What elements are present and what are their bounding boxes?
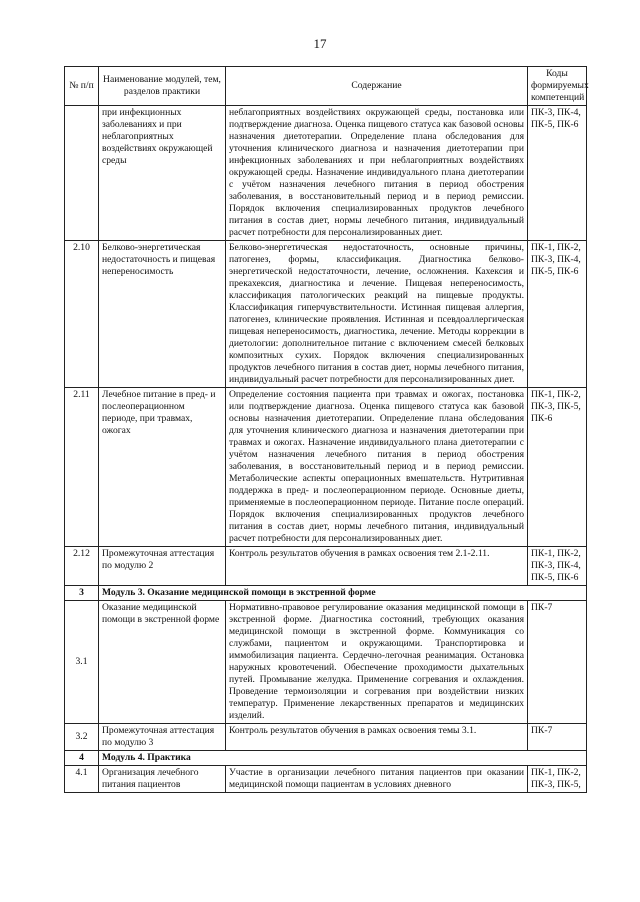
row-content: Участие в организации лечебного питания пациентов при оказании медицинской помощи пациентам в условиях дневного — [226, 766, 528, 793]
table-row — [65, 547, 587, 586]
module-row — [65, 751, 587, 766]
row-codes: ПК-7 — [528, 724, 587, 751]
row-content: неблагоприятных воздействиях окружающей среды, постановка или подтверждение диагноза. Оценка пищевого статуса как базовой основы назначения диетотерапии. Определение плана обследования для уточнения клинического диагноза и назначения диетотерапии при инфекционных заболеваниях и при неблагоприятных воздействиях окружающей среды. Назначение индивидуального плана диетотерапии с учётом назначения лечебного питания в период обострения заболевания, в восстановительный период и в период ремиссии. Порядок включения специализированных продуктов лечебного питания в состав диет, нормы лечебного питания, индивидуальный расчет потребности для персонализированных диет. — [226, 106, 528, 241]
row-num — [65, 106, 99, 241]
row-name: Оказание медицинской помощи в экстренной форме — [99, 601, 226, 724]
table-row — [65, 601, 587, 724]
row-codes: ПК-1, ПК-2, ПК-3, ПК-4, ПК-5, ПК-6 — [528, 241, 587, 388]
table-row — [65, 388, 587, 547]
header-name: Наименование модулей, тем, разделов практики — [99, 67, 226, 106]
module-num: 4 — [65, 751, 99, 766]
row-name: при инфекционных заболеваниях и при неблагоприятных воздействиях окружающей среды — [99, 106, 226, 241]
row-content: Определение состояния пациента при травмах и ожогах, постановка или подтверждение диагноза. Оценка пищевого статуса как базовой основы назначения диетотерапии. Определение плана обследования для уточнения клинического диагноза и назначения диетотерапии при травмах и ожогах. Назначение индивидуального плана диетотерапии с учётом назначения лечебного питания в период обострения заболевания, в восстановительный период и в период ремиссии. Метаболические аспекты операционных вмешательств. Нутритивная поддержка в пред- и послеоперационном периоде. Основные диеты, применяемые в послеоперационном периоде. Питание после операций. Порядок включения специализированных продуктов лечебного питания в состав диет, нормы лечебного питания, индивидуальный расчет потребности для персонализированных диет. — [226, 388, 528, 547]
table-row — [65, 241, 587, 388]
header-content: Содержание — [226, 67, 528, 106]
module-row — [65, 586, 587, 601]
row-codes: ПК-1, ПК-2, ПК-3, ПК-5, ПК-6 — [528, 388, 587, 547]
row-num: 3.1 — [65, 601, 99, 724]
row-num: 4.1 — [65, 766, 99, 793]
table-row — [65, 766, 587, 793]
row-num: 2.10 — [65, 241, 99, 388]
row-num: 2.12 — [65, 547, 99, 586]
row-codes: ПК-3, ПК-4, ПК-5, ПК-6 — [528, 106, 587, 241]
module-num: 3 — [65, 586, 99, 601]
row-name: Лечебное питание в пред- и послеоперационном периоде, при травмах, ожогах — [99, 388, 226, 547]
row-content: Белково-энергетическая недостаточность, основные причины, патогенез, формы, классификация. Диагностика белково-энергетической недостаточности, лечение, осложнения. Кахексия и прекахексия, диагностика и лечение. Пищевая непереносимость, классификация патологических реакций на пищевые продукты. Классификация гиперчувствительности. Истинная пищевая аллергия, патогенез, клинические проявления. Истинная и псевдоаллергическая пищевая непереносимость, диагностика, лечение. Методы коррекции в диетологии: дополнительное питание с включением смесей белковых композитных сухих. Порядок включения специализированных продуктов лечебного питания в состав диет, нормы лечебного питания, индивидуальный расчет потребности для персонализированных диет. — [226, 241, 528, 388]
row-content: Нормативно-правовое регулирование оказания медицинской помощи в экстренной форме. Диагностика состояний, требующих оказания медицинской помощи в экстренной форме. Коммуникация со службами, пациентом и окружающими. Транспортировка и иммобилизация пациента. Сердечно-легочная реанимация. Остановка наружных кровотечений. Обеспечение проходимости дыхательных путей. Промывание желудка. Применение согревания и охлаждения. Проведение термоизоляции и согревания при воздействии низких температур. Применение лекарственных препаратов и медицинских изделий. — [226, 601, 528, 724]
table-row — [65, 724, 587, 751]
row-num: 2.11 — [65, 388, 99, 547]
table-header-row — [65, 67, 587, 106]
header-codes: Коды формируемых компетенций — [528, 67, 587, 106]
row-codes: ПК-1, ПК-2, ПК-3, ПК-5, — [528, 766, 587, 793]
row-name: Белково-энергетическая недостаточность и пищевая непереносимость — [99, 241, 226, 388]
module-title: Модуль 4. Практика — [99, 751, 587, 766]
row-codes: ПК-7 — [528, 601, 587, 724]
row-name: Организация лечебного питания пациентов — [99, 766, 226, 793]
page-number: 17 — [313, 36, 327, 51]
row-codes: ПК-1, ПК-2, ПК-3, ПК-4, ПК-5, ПК-6 — [528, 547, 587, 586]
row-num: 3.2 — [65, 724, 99, 751]
row-content: Контроль результатов обучения в рамках освоения темы 3.1. — [226, 724, 528, 751]
header-num: № п/п — [65, 67, 99, 106]
row-name: Промежуточная аттестация по модулю 3 — [99, 724, 226, 751]
row-content: Контроль результатов обучения в рамках освоения тем 2.1-2.11. — [226, 547, 528, 586]
module-title: Модуль 3. Оказание медицинской помощи в экстренной форме — [99, 586, 587, 601]
table-row — [65, 106, 587, 241]
curriculum-table — [64, 66, 587, 793]
row-name: Промежуточная аттестация по модулю 2 — [99, 547, 226, 586]
